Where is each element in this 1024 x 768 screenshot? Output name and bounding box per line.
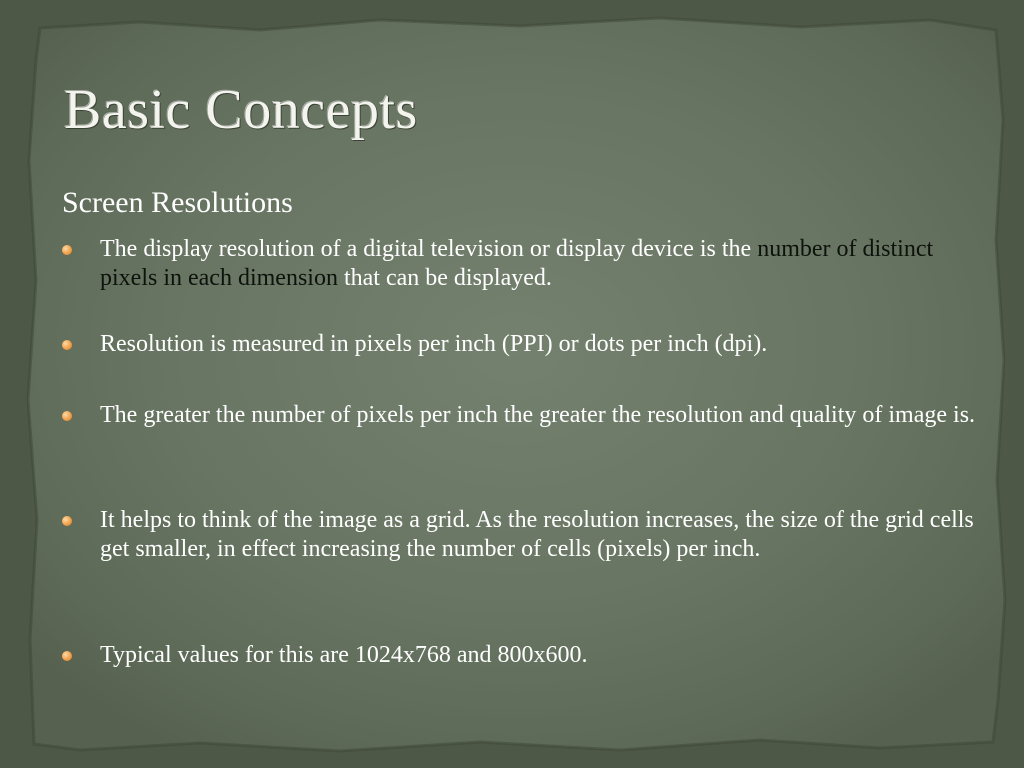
bullet-dot-icon (62, 651, 72, 661)
bullet-text (100, 235, 980, 293)
bullet-text: Resolution is measured in pixels per inch (PPI) or dots per inch (dpi). (100, 331, 768, 357)
bullet-text: Typical values for this are 1024x768 and 800x600. (100, 642, 588, 668)
bullet-text: It helps to think of the image as a grid. As the resolution increases, the size of the grid cells get smaller, in effect increasing the number of cells (pixels) per inch. (100, 507, 974, 562)
bullet-highlight: number of distinct pixels in each dimension (100, 236, 934, 291)
slide-title: Basic Concepts (64, 79, 418, 141)
slide-subtitle: Screen Resolutions (62, 186, 293, 219)
bullet-dot-icon (62, 516, 72, 526)
bullet-dot-icon (62, 340, 72, 350)
bullet-text: The greater the number of pixels per inch the greater the resolution and quality of image is. (100, 402, 976, 428)
bullet-text-part: The display resolution of a digital television or display device is the (100, 236, 758, 262)
bullet-dot-icon (62, 245, 72, 255)
bullet-dot-icon (62, 411, 72, 421)
bullet-text-part: that can be displayed. (337, 265, 552, 291)
